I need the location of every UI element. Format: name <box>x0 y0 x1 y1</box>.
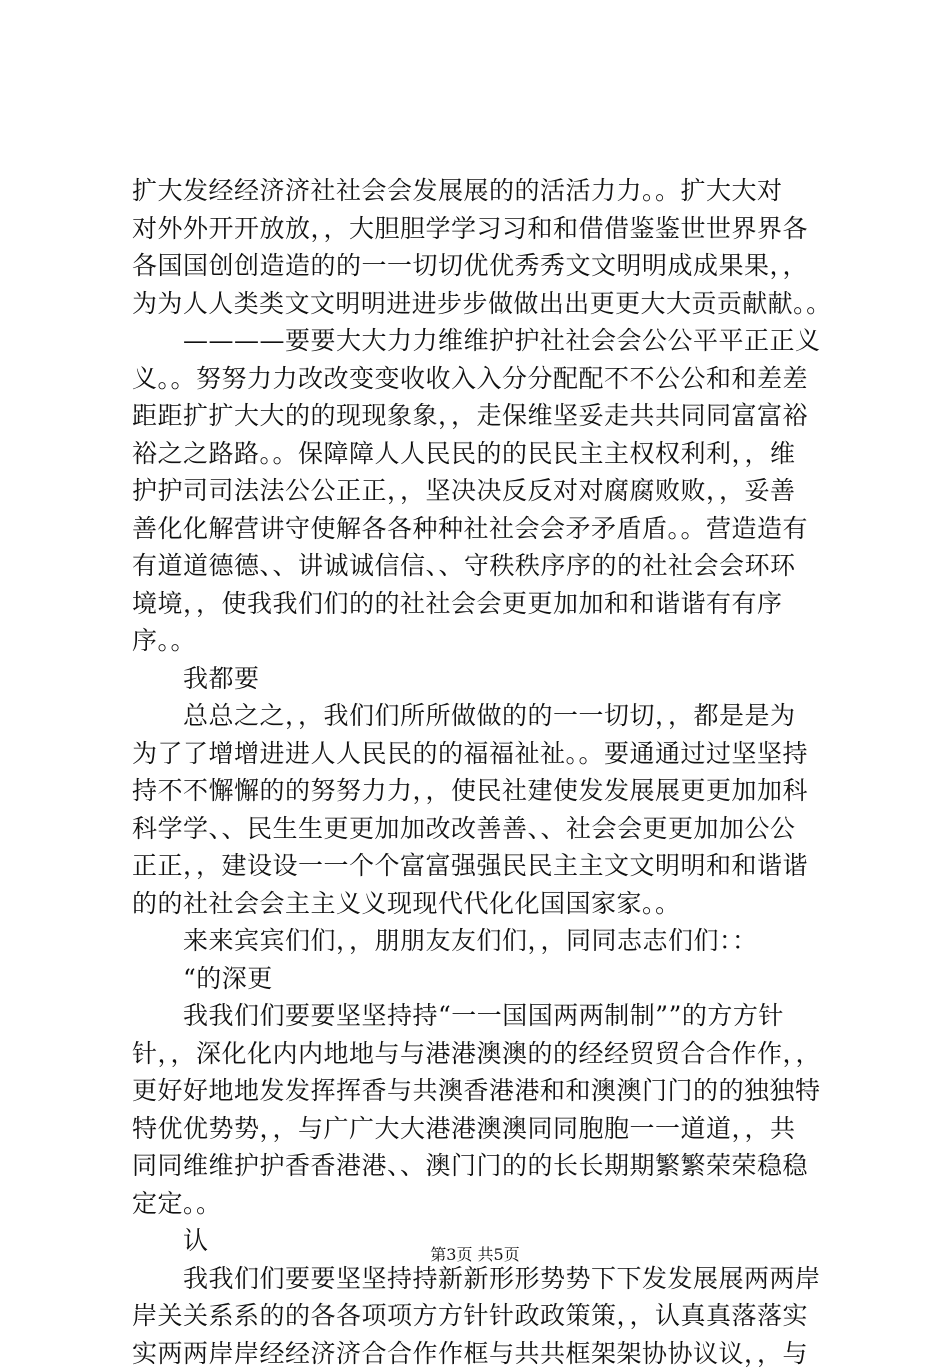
text-line: 距距扩扩大大的的现现象象，，走保维坚妥走共共同同富富裕 <box>132 397 832 435</box>
page-number-footer: 第3页 共5页 <box>0 1245 950 1265</box>
text-line: 实两两岸岸经经济济合合作作框与共共框架架协协议议，，与 <box>132 1335 832 1372</box>
text-line: 认 <box>132 1222 832 1260</box>
text-line: 定定。。 <box>132 1185 832 1223</box>
text-line: 科学学、、民生生更更加加改改善善、、社会会更更加加公公 <box>132 810 832 848</box>
text-line: 正正，，建设设一一个个富富强强民民主主文文明明和和谐谐 <box>132 847 832 885</box>
text-line: ————要要大大力力维维护护社社会会公公平平正正义 <box>132 322 832 360</box>
paragraph-body <box>132 322 832 1372</box>
text-line: 特优优势势，，与广广大大港港澳澳同同胞胞一一道道，，共 <box>132 1110 832 1148</box>
text-line: 善化化解营讲守使解各各种种社社会会矛矛盾盾。。营造造有 <box>132 510 832 548</box>
text-line: 为了了增增进进人人民民的的福福祉祉。。要通通过过坚坚持 <box>132 735 832 773</box>
text-line: 我都要 <box>132 660 832 698</box>
text-line: 扩大发经经济济社社会会发展展的的活活力力。。扩大大对 <box>132 172 832 210</box>
text-line: 来来宾宾们们，，朋朋友友们们，，同同志志们们：： <box>132 922 832 960</box>
text-line: 同同维维护护香香港港、、澳门门的的长长期期繁繁荣荣稳稳 <box>132 1147 832 1185</box>
text-line: 持不不懈懈的的努努力力，，使民社建使发发展展更更加加科 <box>132 772 832 810</box>
text-line: 裕之之路路。。保障障人人民民的的民民主主权权利利，，维 <box>132 435 832 473</box>
text-line: 的的社社会会主主义义现现代代化化国国家家。。 <box>132 885 832 923</box>
text-line: 岸关关系系的的各各项项方方针针政政策策，，认真真落落实 <box>132 1297 832 1335</box>
text-line: 我我们们要要坚坚持持新新形形势势下下发发展展两两岸 <box>132 1260 832 1298</box>
text-line: 序。。 <box>132 622 832 660</box>
text-line: 针，，深化化内内地地与与港港澳澳的的经经贸贸合合作作，， <box>132 1035 832 1073</box>
text-line: 护护司司法法公公正正，，坚决决反反对对腐腐败败，，妥善 <box>132 472 832 510</box>
text-line: 对外外开开放放，，大胆胆学学习习和和借借鉴鉴世世界界各 <box>132 210 832 248</box>
text-line: 义。。努努力力改改变变收收入入分分配配不不公公和和差差 <box>132 360 832 398</box>
text-line: 境境，，使我我们们的的社社会会更更加加和和谐谐有有序 <box>132 585 832 623</box>
text-line: 我我们们要要坚坚持持“一一国国两两制制””的方方针 <box>132 997 832 1035</box>
text-line: 有道道德德、、讲诚诚信信、、守秩秩序序的的社社会会环环 <box>132 547 832 585</box>
text-line: 各国国创创造造的的一一切切优优秀秀文文明明成成果果，， <box>132 247 832 285</box>
text-line: 总总之之，，我们们所所做做的的一一切切，，都是是为 <box>132 697 832 735</box>
paragraph-opening <box>132 172 832 322</box>
text-line: “的深更 <box>132 960 832 998</box>
text-line: 更好好地地发发挥挥香与共澳香港港和和澳澳门门的的独独特 <box>132 1072 832 1110</box>
text-line: 为为人人类类文文明明进进步步做做出出更更大大贡贡献献。。 <box>132 285 830 323</box>
